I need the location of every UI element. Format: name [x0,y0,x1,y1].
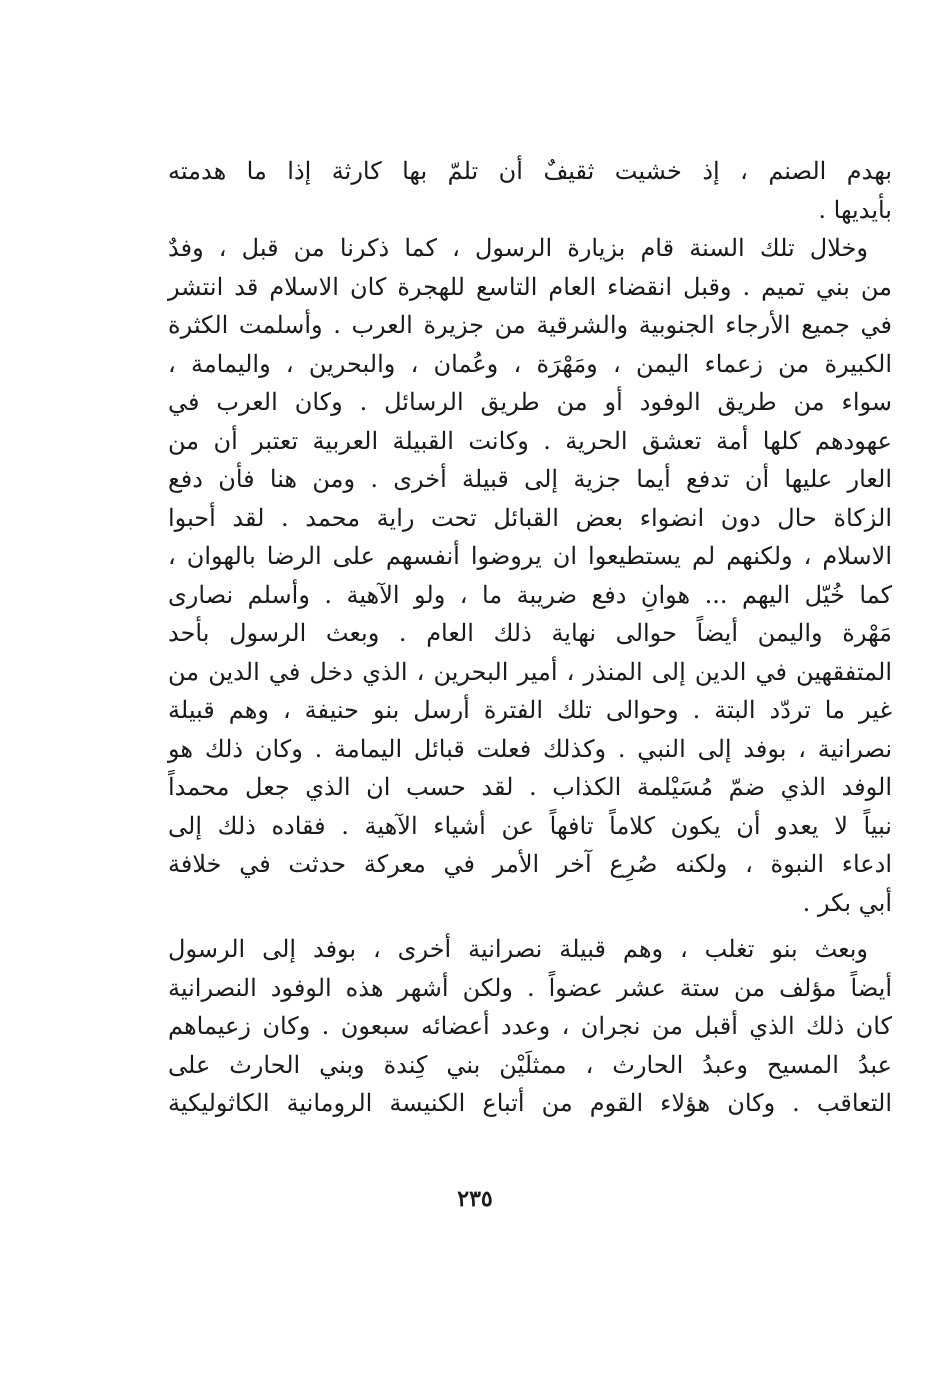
text-line: وبعث بنو تغلب ، وهم قبيلة نصرانية أخرى ، بوفد إلى الرسول [168,935,868,963]
paragraph-1 [168,152,892,229]
text-line: أبي بكر . [802,888,892,917]
paragraph-2 [168,229,892,922]
text-line: في جميع الأرجاء الجنوبية والشرقية من جزيرة العرب . وأسلمت الكثرة [168,311,892,339]
text-line: بهدم الصنم ، إذ خشيت ثقيفٌ أن تلمّ بها كارثة إذا ما هدمته [168,157,892,185]
text-line: وخلال تلك السنة قام بزيارة الرسول ، كما ذكرنا من قبل ، وفدٌ [168,234,868,262]
page-number: ٢٣٥ [457,1186,493,1212]
text-line: العار عليها أن تدفع أيما جزية إلى قبيلة أخرى . ومن هنا فأن دفع [168,465,892,493]
body-text [168,152,892,1123]
text-line: كان ذلك الذي أقبل من نجران ، وعدد أعضائه سبعون . وكان زعيماهم [168,1012,892,1040]
text-line: التعاقب . وكان هؤلاء القوم من أتباع الكنيسة الرومانية الكاثوليكية [168,1089,892,1117]
text-line: عبدُ المسيح وعبدُ الحارث ، ممثلَيْن بني كِندة وبني الحارث على [168,1050,892,1079]
text-line: سواء من طريق الوفود أو من طريق الرسائل . وكان العرب في [168,388,892,416]
text-line: الوفد الذي ضمّ مُسَيْلمة الكذاب . لقد حسب ان الذي جعل محمداً [168,773,892,801]
text-line: المتفقهين في الدين إلى المنذر ، أمير البحرين ، الذي دخل في الدين من [168,657,893,686]
text-line: الزكاة حال دون انضواء بعض القبائل تحت راية محمد . لقد أحبوا [168,503,892,532]
text-line: نبياً لا يعدو أن يكون كلاماً تافهاً عن أشياء الآهية . فقاده ذلك إلى [168,811,892,840]
text-line: أيضاً مؤلف من ستة عشر عضواً . ولكن أشهر هذه الوفود النصرانية [168,973,893,1002]
text-line: ادعاء النبوة ، ولكنه صُرِع آخر الأمر في معركة حدثت في خلافة [168,850,892,878]
paragraph-3 [168,930,892,1123]
text-line: مَهْرة واليمن أيضاً حوالى نهاية ذلك العام . وبعث الرسول بأحد [168,619,892,647]
text-line: عهودهم كلها أمة تعشق الحرية . وكانت القبيلة العربية تعتبر أن من [168,426,892,455]
text-line: غير ما تردّد البتة . وحوالى تلك الفترة أرسل بنو حنيفة ، وهم قبيلة [168,696,892,724]
text-line: كما خُيّل اليهم ... هوانِ دفع ضريبة ما ، ولو الآهية . وأسلم نصارى [168,580,892,609]
text-line: من بني تميم . وقبل انقضاء العام التاسع للهجرة كان الاسلام قد انتشر [168,272,892,301]
text-line: بأيديها . [818,195,892,224]
text-line: الاسلام ، ولكنهم لم يستطيعوا ان يروضوا أنفسهم على الرضا بالهوان ، [168,542,892,570]
text-line: الكبيرة من زعماء اليمن ، ومَهْرَة ، وعُمان ، والبحرين ، واليمامة ، [168,349,892,378]
text-line: نصرانية ، بوفد إلى النبي . وكذلك فعلت قبائل اليمامة . وكان ذلك هو [168,734,892,763]
paragraph-gap [168,922,892,930]
